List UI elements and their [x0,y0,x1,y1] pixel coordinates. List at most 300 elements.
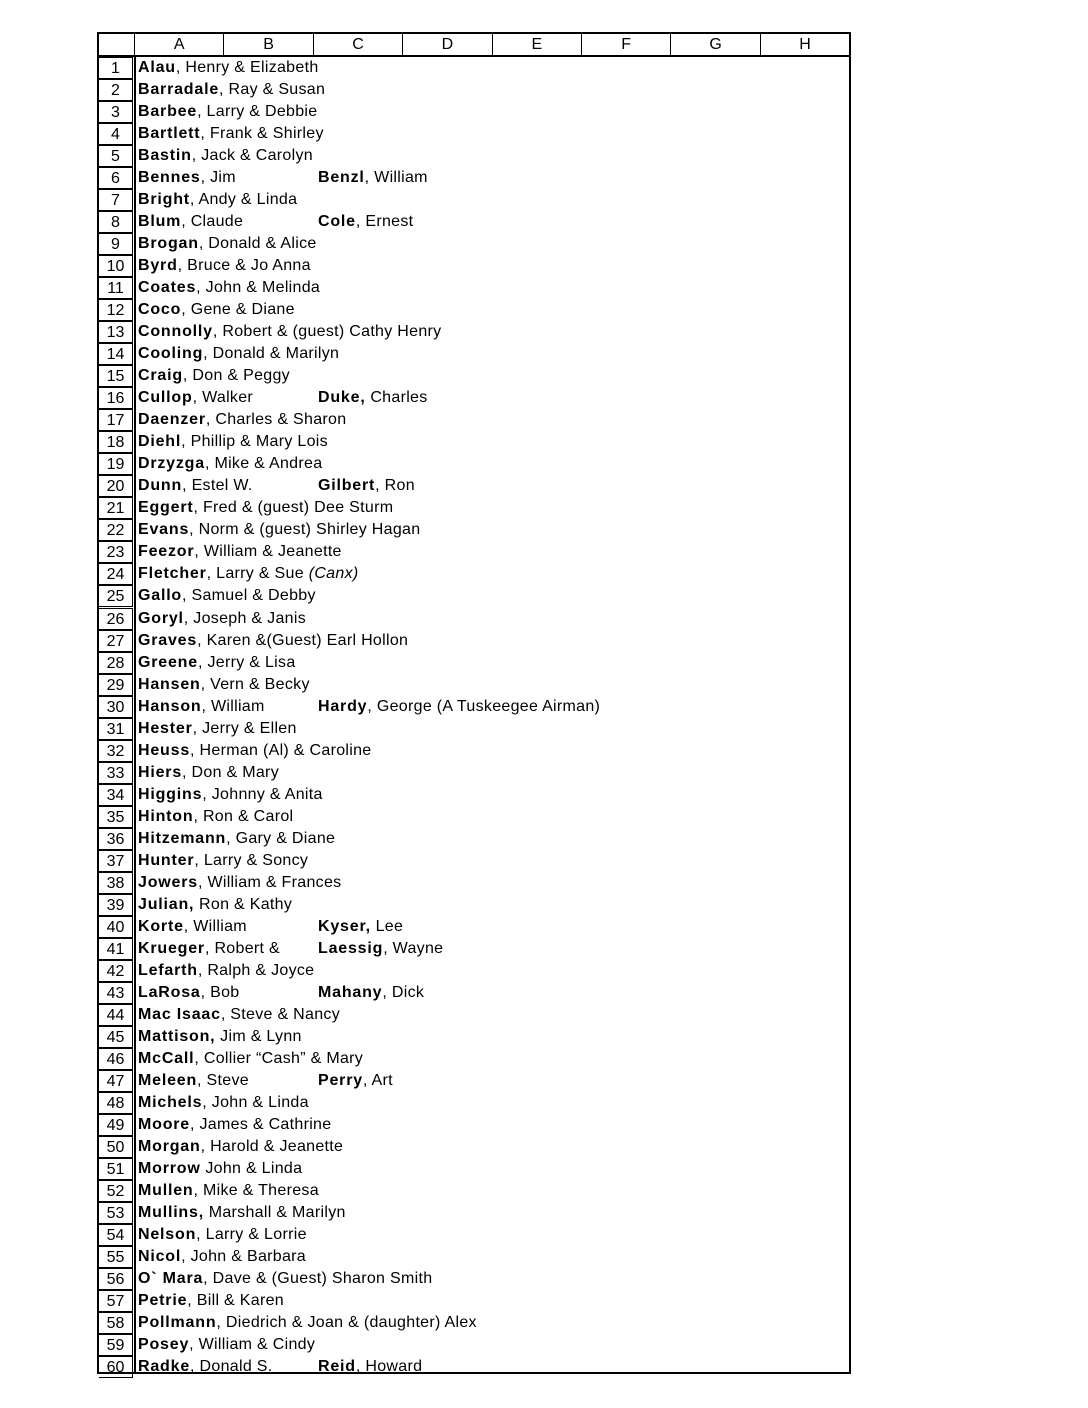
last-name: Hiers [138,763,183,781]
cell-a[interactable] [138,79,325,101]
table-row [99,167,849,189]
cell-a[interactable] [138,1224,307,1246]
cell-c[interactable] [318,916,403,938]
row-number[interactable]: 29 [99,674,133,696]
first-names: , Larry & Debbie [197,103,318,121]
first-names: Marshall & Marilyn [203,1204,346,1222]
cell-a[interactable] [138,189,297,211]
last-name: Brogan [138,235,199,253]
cell-a[interactable] [138,1246,306,1268]
row-number[interactable]: 33 [99,762,133,784]
last-name: Moore [138,1115,190,1133]
cell-a[interactable] [138,784,323,806]
last-name: Bartlett [138,125,201,143]
first-names: , William [201,697,265,715]
last-name: Diehl [138,433,182,451]
cell-a[interactable] [138,1158,302,1180]
table-row [99,145,849,167]
table-row [99,233,849,255]
cell-a[interactable] [138,1202,346,1224]
last-name: Blum [138,213,182,231]
table-row [99,630,849,652]
row-number[interactable]: 47 [99,1070,133,1092]
row-number[interactable]: 19 [99,453,133,475]
first-names: , Bruce & Jo Anna [177,257,311,275]
first-names: , John & Linda [202,1093,309,1111]
first-names: , William & Jeanette [194,543,342,561]
row-number[interactable]: 11 [99,277,133,299]
first-names: , Steve [197,1071,249,1089]
table-row [99,541,849,563]
cell-c[interactable] [318,211,413,233]
cell-a[interactable] [138,1312,477,1334]
last-name: Fletcher [138,565,207,583]
cell-a[interactable] [138,277,320,299]
table-row [99,960,849,982]
table-row [99,1136,849,1158]
first-names: , Steve & Nancy [220,1005,341,1023]
first-names: , Frank & Shirley [200,125,324,143]
table-row [99,652,849,674]
cell-a[interactable] [138,630,408,652]
table-row [99,519,849,541]
row-number[interactable]: 59 [99,1334,133,1356]
table-row [99,365,849,387]
row-number[interactable]: 31 [99,718,133,740]
last-name: Jowers [138,873,198,891]
row-number[interactable]: 51 [99,1158,133,1180]
last-name: Cooling [138,345,204,363]
last-name: Coco [138,301,182,319]
last-name: Gilbert [318,477,376,495]
first-names: , Ernest [355,213,414,231]
first-names: , Robert & [204,939,280,957]
cell-a[interactable] [138,982,239,1004]
last-name: Greene [138,653,198,671]
last-name: Goryl [138,609,184,627]
table-row [99,1114,849,1136]
table-row [99,1246,849,1268]
table-row [99,894,849,916]
last-name: Mahany [318,983,383,1001]
last-name: Kyser, [318,917,371,935]
table-row [99,916,849,938]
cell-a[interactable] [138,57,319,79]
row-number[interactable]: 14 [99,343,133,365]
row-number[interactable]: 60 [99,1356,133,1378]
row-number[interactable]: 5 [99,145,133,167]
column-header-c[interactable]: C [313,34,402,55]
first-names: , Johnny & Anita [202,785,323,803]
first-names: , Larry & Lorrie [196,1226,307,1244]
table-row [99,123,849,145]
last-name: Reid [318,1358,356,1376]
column-header-g[interactable]: G [670,34,759,55]
first-names: , Jerry & Lisa [197,653,296,671]
row-number[interactable]: 45 [99,1026,133,1048]
first-names: , Gene & Diane [181,301,295,319]
last-name: Duke, [318,389,366,407]
cell-a[interactable] [138,541,342,563]
first-names: , Howard [355,1358,423,1376]
cell-c[interactable] [318,167,428,189]
last-name: Craig [138,367,183,385]
table-row [99,1180,849,1202]
column-header-a[interactable]: A [134,34,223,55]
cell-a[interactable] [138,233,317,255]
table-row [99,850,849,872]
cell-a[interactable] [138,497,393,519]
last-name: Julian, [138,895,195,913]
row-number[interactable]: 57 [99,1290,133,1312]
last-name: Byrd [138,257,178,275]
last-name: Laessig [318,939,384,957]
cell-a[interactable] [138,387,253,409]
last-name: Eggert [138,499,194,517]
last-name: Radke [138,1358,191,1376]
cell-c[interactable] [318,696,600,718]
cell-c[interactable] [318,982,424,1004]
cell-a[interactable] [138,211,243,233]
cell-a[interactable] [138,1092,309,1114]
first-names: , Wayne [383,939,444,957]
table-row [99,784,849,806]
row-number[interactable]: 41 [99,938,133,960]
cell-a[interactable] [138,1268,432,1290]
row-number[interactable]: 27 [99,630,133,652]
cell-a[interactable] [138,299,295,321]
cell-a[interactable] [138,1114,331,1136]
last-name: Meleen [138,1071,198,1089]
cell-a[interactable] [138,167,236,189]
row-number[interactable]: 10 [99,255,133,277]
row-number[interactable]: 23 [99,541,133,563]
first-names: , Don & Mary [182,763,279,781]
table-row [99,1048,849,1070]
row-number[interactable]: 39 [99,894,133,916]
row-number[interactable]: 48 [99,1092,133,1114]
row-number[interactable]: 4 [99,123,133,145]
last-name: Hitzemann [138,829,227,847]
table-row [99,1202,849,1224]
last-name: Bright [138,191,190,209]
cell-a[interactable] [138,1334,315,1356]
first-names: Jim & Lynn [215,1027,302,1045]
last-name: Mullins, [138,1204,204,1222]
row-number[interactable]: 54 [99,1224,133,1246]
row-number[interactable]: 34 [99,784,133,806]
first-names: , Phillip & Mary Lois [181,433,328,451]
cell-a[interactable] [138,674,310,696]
row-number[interactable]: 35 [99,806,133,828]
row-number[interactable]: 6 [99,167,133,189]
last-name: Morgan [138,1137,201,1155]
first-names: , Collier “Cash” & Mary [194,1049,364,1067]
row-number[interactable]: 2 [99,79,133,101]
row-number[interactable]: 3 [99,101,133,123]
cancel-note: (Canx) [308,565,359,583]
cell-a[interactable] [138,1180,319,1202]
row-number[interactable]: 28 [99,652,133,674]
first-names: , Henry & Elizabeth [175,59,319,76]
first-names: , Gary & Diane [226,829,336,847]
last-name: Cullop [138,389,193,407]
cell-a[interactable] [138,960,314,982]
cell-a[interactable] [138,1026,302,1048]
table-row [99,608,849,630]
last-name: Pollmann [138,1314,217,1332]
first-names: , Estel W. [182,477,253,495]
table-row [99,1004,849,1026]
row-number[interactable]: 9 [99,233,133,255]
cell-a[interactable] [138,145,313,167]
first-names: , Bill & Karen [187,1292,284,1310]
row-number[interactable]: 8 [99,211,133,233]
row-number[interactable]: 24 [99,563,133,585]
table-row [99,762,849,784]
first-names: , Mike & Theresa [193,1182,319,1200]
table-row [99,1070,849,1092]
cell-a[interactable] [138,652,296,674]
cell-a[interactable] [138,1136,343,1158]
last-name: Mac Isaac [138,1005,221,1023]
corner-cell[interactable] [99,34,134,55]
cell-a[interactable] [138,365,290,387]
table-row [99,1334,849,1356]
first-names: , William & Frances [197,873,342,891]
table-row [99,343,849,365]
first-names: , Donald S. [190,1358,273,1376]
first-names: , William [183,917,247,935]
last-name: Perry [318,1071,363,1089]
cell-c[interactable] [318,387,428,409]
row-number[interactable]: 1 [99,57,133,79]
row-number[interactable]: 52 [99,1180,133,1202]
last-name: Nicol [138,1248,182,1266]
table-row [99,475,849,497]
row-number[interactable]: 50 [99,1136,133,1158]
table-row [99,938,849,960]
cell-a[interactable] [138,718,297,740]
table-row [99,828,849,850]
table-row [99,1026,849,1048]
column-header-f[interactable]: F [581,34,670,55]
spreadsheet [97,32,851,1377]
table-row [99,585,849,607]
cell-a[interactable] [138,431,328,453]
last-name: Feezor [138,543,195,561]
table-row [99,387,849,409]
first-names: , William & Cindy [189,1336,316,1354]
first-names: , William [364,169,428,187]
last-name: Daenzer [138,411,206,429]
column-header-h[interactable]: H [760,34,849,55]
table-row [99,1356,849,1378]
first-names: , Vern & Becky [200,675,310,693]
first-names: , Art [362,1071,393,1089]
row-number[interactable]: 58 [99,1312,133,1334]
last-name: Connolly [138,323,213,341]
cell-c[interactable] [318,475,415,497]
first-names: , Charles & Sharon [205,411,347,429]
first-names: , Joseph & Janis [183,609,306,627]
row-number[interactable]: 30 [99,696,133,718]
last-name: Bastin [138,147,192,165]
last-name: Graves [138,631,198,649]
row-number[interactable]: 40 [99,916,133,938]
table-row [99,1158,849,1180]
first-names: , Donald & Marilyn [203,345,340,363]
cell-a[interactable] [138,828,335,850]
first-names: , Ron [375,477,415,495]
row-number[interactable]: 38 [99,872,133,894]
last-name: Higgins [138,785,203,803]
last-name: McCall [138,1049,195,1067]
column-header-d[interactable]: D [402,34,491,55]
cell-a[interactable] [138,762,279,784]
cell-a[interactable] [138,740,372,762]
row-number[interactable]: 20 [99,475,133,497]
cell-a[interactable] [138,1070,249,1092]
cell-a[interactable] [138,453,322,475]
last-name: Posey [138,1336,190,1354]
first-names: , Dave & (Guest) Sharon Smith [203,1270,433,1288]
table-row [99,57,849,79]
row-number[interactable]: 42 [99,960,133,982]
column-header-e[interactable]: E [492,34,581,55]
first-names: , Andy & Linda [189,191,298,209]
cell-a[interactable] [138,696,265,718]
first-names: , Harold & Jeanette [200,1137,344,1155]
cell-a[interactable] [138,343,339,365]
row-number[interactable]: 13 [99,321,133,343]
cell-c[interactable] [318,1356,422,1378]
row-number[interactable]: 44 [99,1004,133,1026]
cell-a[interactable] [138,563,359,585]
cell-c[interactable] [318,1070,393,1092]
table-row [99,806,849,828]
last-name: Drzyzga [138,455,205,473]
first-names: , Larry & Sue [206,565,309,583]
last-name: Alau [138,59,176,76]
first-names: , Donald & Alice [198,235,317,253]
row-number[interactable]: 12 [99,299,133,321]
row-number[interactable]: 7 [99,189,133,211]
first-names: , Claude [181,213,244,231]
last-name: Hester [138,719,193,737]
cell-a[interactable] [138,321,441,343]
cell-a[interactable] [138,1004,340,1026]
last-name: Hunter [138,851,195,869]
first-names: , George (A Tuskeegee Airman) [367,697,601,715]
cell-a[interactable] [138,608,306,630]
row-number[interactable]: 26 [99,608,133,630]
row-number[interactable]: 55 [99,1246,133,1268]
table-row [99,79,849,101]
row-number[interactable]: 17 [99,409,133,431]
last-name: Petrie [138,1292,188,1310]
cell-a[interactable] [138,101,317,123]
first-names: , John & Melinda [196,279,321,297]
cell-a[interactable] [138,1290,284,1312]
first-names: , James & Cathrine [190,1115,332,1133]
first-names: , Larry & Soncy [194,851,309,869]
last-name: Mullen [138,1182,194,1200]
row-number[interactable]: 53 [99,1202,133,1224]
cell-a[interactable] [138,519,420,541]
row-number[interactable]: 15 [99,365,133,387]
cell-a[interactable] [138,409,346,431]
table-row [99,321,849,343]
cell-a[interactable] [138,850,308,872]
row-number[interactable]: 21 [99,497,133,519]
row-number[interactable]: 56 [99,1268,133,1290]
last-name: LaRosa [138,983,201,1001]
cell-c[interactable] [318,938,443,960]
cell-a[interactable] [138,894,292,916]
table-row [99,1092,849,1114]
cell-a[interactable] [138,806,293,828]
last-name: Korte [138,917,184,935]
last-name: Hinton [138,807,194,825]
row-number[interactable]: 16 [99,387,133,409]
first-names: , Ron & Carol [193,807,294,825]
column-header-b[interactable]: B [223,34,312,55]
last-name: Hanson [138,697,202,715]
cell-a[interactable] [138,475,253,497]
last-name: Lefarth [138,961,198,979]
row-number[interactable]: 49 [99,1114,133,1136]
cell-a[interactable] [138,1048,363,1070]
table-row [99,189,849,211]
cell-a[interactable] [138,938,280,960]
table-row [99,299,849,321]
row-number[interactable]: 36 [99,828,133,850]
first-names: , Samuel & Debby [182,587,316,605]
cell-a[interactable] [138,872,341,894]
last-name: Barbee [138,103,198,121]
last-name: Gallo [138,587,183,605]
cell-a[interactable] [138,1356,273,1378]
table-row [99,1312,849,1334]
row-number[interactable]: 32 [99,740,133,762]
row-number[interactable]: 37 [99,850,133,872]
row-number[interactable]: 46 [99,1048,133,1070]
first-names: Charles [365,389,428,407]
row-number[interactable]: 18 [99,431,133,453]
row-number[interactable]: 22 [99,519,133,541]
table-row [99,696,849,718]
table-row [99,1224,849,1246]
first-names: , Diedrich & Joan & (daughter) Alex [216,1314,477,1332]
first-names: , Don & Peggy [182,367,290,385]
cell-a[interactable] [138,916,247,938]
table-row [99,563,849,585]
last-name: Morrow [138,1160,201,1177]
table-row [99,740,849,762]
cell-a[interactable] [138,123,324,145]
first-names: , Herman (Al) & Caroline [190,741,372,759]
cell-a[interactable] [138,255,311,277]
first-names: , Dick [382,983,425,1001]
table-row [99,431,849,453]
row-number[interactable]: 43 [99,982,133,1004]
first-names: , Karen &(Guest) Earl Hollon [197,631,409,649]
first-names: John & Linda [200,1160,303,1177]
row-number[interactable]: 25 [99,585,133,607]
last-name: Coates [138,279,197,297]
cell-a[interactable] [138,585,316,607]
